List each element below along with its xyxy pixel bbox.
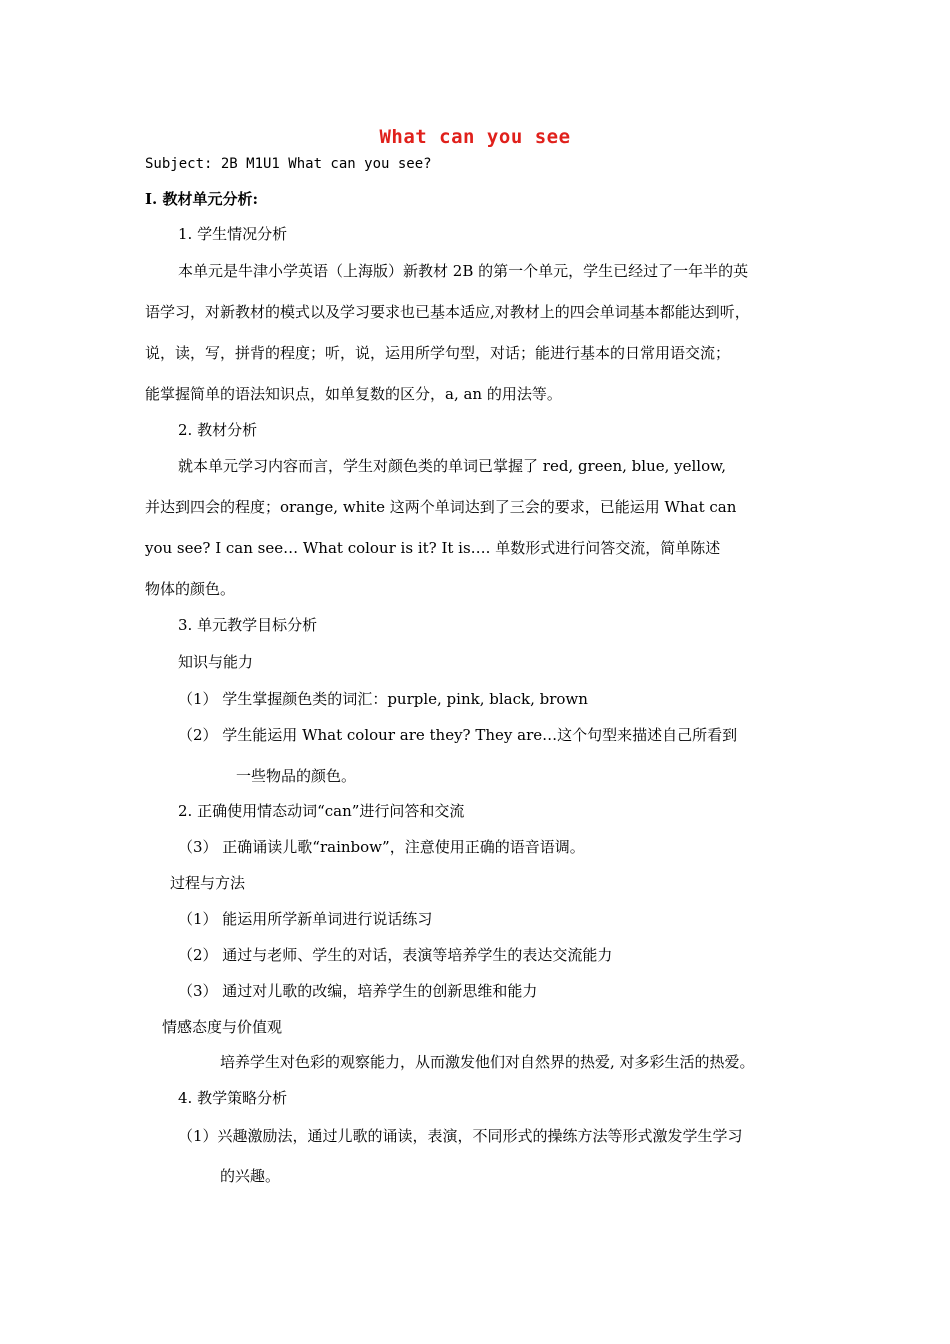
paragraph-line: 说，读，写，拼背的程度；听，说，运用所学句型，对话；能进行基本的日常用语交流； — [145, 344, 731, 362]
list-item: （3） 正确诵读儿歌“rainbow”，注意使用正确的语音语调。 — [178, 838, 585, 856]
list-item-continuation: 一些物品的颜色。 — [236, 767, 357, 785]
subsection-heading: 4. 教学策略分析 — [178, 1089, 288, 1107]
list-item: （1）兴趣激励法，通过儿歌的诵读，表演，不同形式的操练方法等形式激发学生学习 — [178, 1127, 743, 1145]
subheading: 过程与方法 — [170, 874, 246, 892]
subsection-heading: 3. 单元教学目标分析 — [178, 616, 318, 634]
list-item: （3） 通过对儿歌的改编，培养学生的创新思维和能力 — [178, 982, 538, 1000]
list-item: （2） 通过与老师、学生的对话，表演等培养学生的表达交流能力 — [178, 946, 613, 964]
list-item: （2） 学生能运用 What colour are they? They are…这个句型来描述自己所看到 — [178, 726, 738, 744]
paragraph-line: 本单元是牛津小学英语（上海版）新教材 2B 的第一个单元，学生已经过了一年半的英 — [178, 262, 749, 280]
list-item: 2. 正确使用情态动词“can”进行问答和交流 — [178, 802, 465, 820]
paragraph-line: 能掌握简单的语法知识点，如单复数的区分，a, an 的用法等。 — [145, 385, 562, 403]
document-title: What can you see — [379, 126, 571, 148]
subsection-heading: 1. 学生情况分析 — [178, 225, 288, 243]
subheading: 知识与能力 — [178, 653, 254, 671]
paragraph-line: 物体的颜色。 — [145, 580, 236, 598]
list-item-continuation: 的兴趣。 — [220, 1167, 281, 1185]
paragraph-line: 并达到四会的程度；orange, white 这两个单词达到了三会的要求，已能运用 What can — [145, 498, 737, 516]
subheading: 情感态度与价值观 — [162, 1018, 283, 1036]
subject-line: Subject: 2B M1U1 What can you see? — [145, 156, 432, 172]
paragraph-line: you see? I can see… What colour is it? It is…. 单数形式进行问答交流，简单陈述 — [145, 539, 721, 557]
list-item: （1） 学生掌握颜色类的词汇：purple, pink, black, brown — [178, 690, 588, 708]
paragraph-line: 语学习，对新教材的模式以及学习要求也已基本适应,对教材上的四会单词基本都能达到听， — [145, 303, 750, 321]
list-item: （1） 能运用所学新单词进行说话练习 — [178, 910, 433, 928]
section-heading: Ⅰ. 教材单元分析: — [145, 190, 258, 208]
subsection-heading: 2. 教材分析 — [178, 421, 258, 439]
paragraph-line: 培养学生对色彩的观察能力，从而激发他们对自然界的热爱, 对多彩生活的热爱。 — [220, 1053, 755, 1071]
paragraph-line: 就本单元学习内容而言，学生对颜色类的单词已掌握了 red, green, blue, yellow, — [178, 457, 726, 475]
